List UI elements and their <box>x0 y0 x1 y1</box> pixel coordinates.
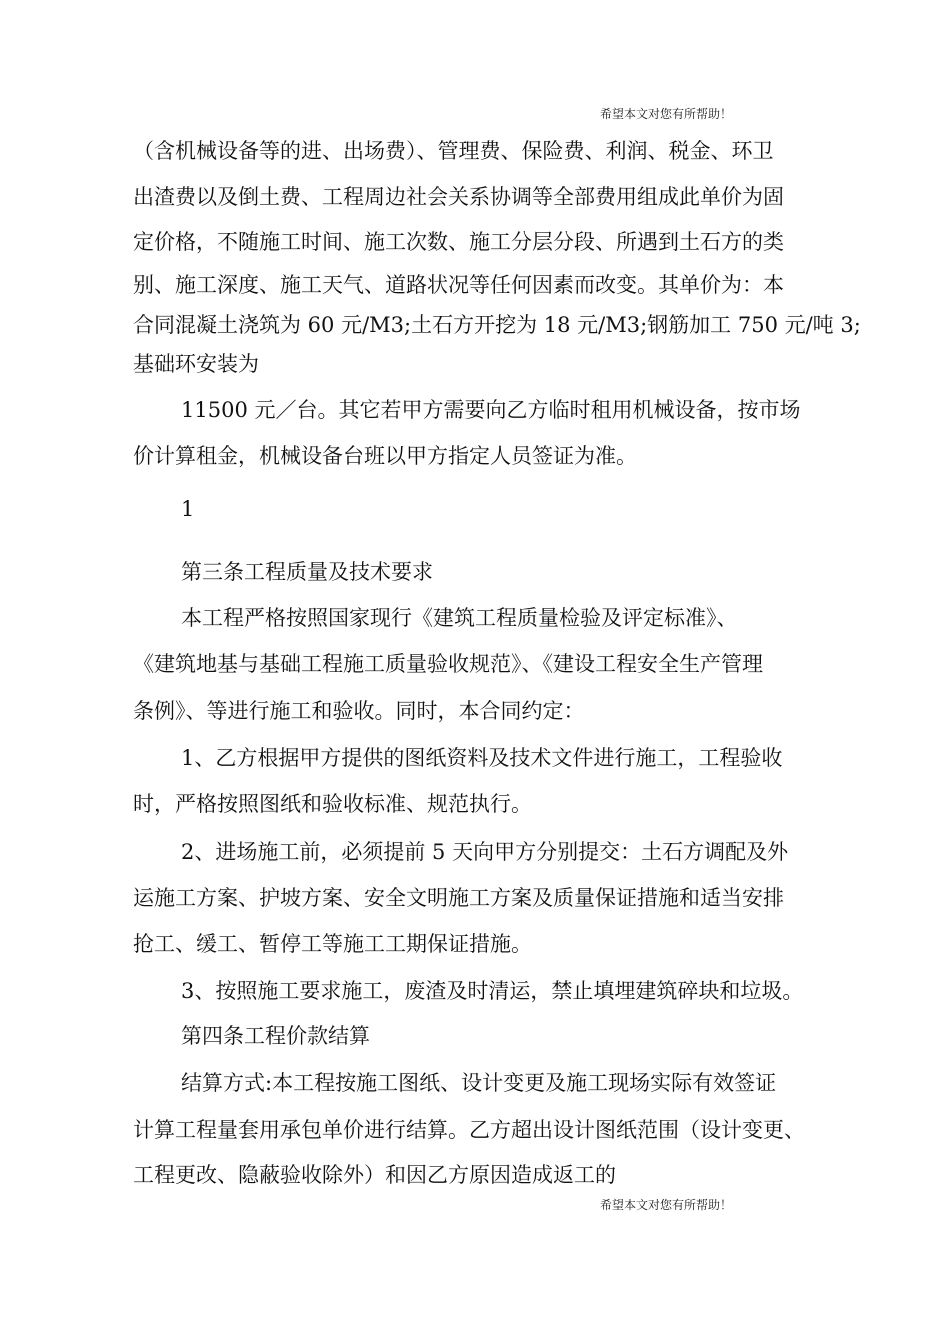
text-line: 条例》、等进行施工和验收。同时，本合同约定： <box>133 699 585 723</box>
section-heading: 第四条工程价款结算 <box>181 1024 370 1048</box>
text-line: 计算工程量套用承包单价进行结算。乙方超出设计图纸范围（设计变更、 <box>133 1118 805 1142</box>
text-line: 本工程严格按照国家现行《建筑工程质量检验及评定标准》、 <box>181 606 738 630</box>
text-line: 合同混凝土浇筑为 60 元/M3;土石方开挖为 18 元/M3;钢筋加工 750 元/吨 3; <box>133 313 861 337</box>
text-line: 运施工方案、护坡方案、安全文明施工方案及质量保证措施和适当安排 <box>133 886 784 910</box>
text-line: 1、乙方根据甲方提供的图纸资料及技术文件进行施工，工程验收 <box>181 746 783 770</box>
footer-note: 希望本文对您有所帮助！ <box>600 1198 733 1212</box>
text-line: 《建筑地基与基础工程施工质量验收规范》、《建设工程安全生产管理 <box>133 652 763 676</box>
text-line: （含机械设备等的进、出场费）、管理费、保险费、利润、税金、环卫 <box>133 139 774 163</box>
page-number: 1 <box>181 497 195 521</box>
text-line: 定价格，不随施工时间、施工次数、施工分层分段、所遇到土石方的类 <box>133 230 784 254</box>
text-line: 价计算租金，机械设备台班以甲方指定人员签证为准。 <box>133 444 637 468</box>
section-heading: 第三条工程质量及技术要求 <box>181 560 433 584</box>
text-line: 抢工、缓工、暂停工等施工工期保证措施。 <box>133 932 532 956</box>
text-line: 结算方式:本工程按施工图纸、设计变更及施工现场实际有效签证 <box>181 1071 777 1095</box>
text-line: 别、施工深度、施工天气、道路状况等任何因素而改变。其单价为：本 <box>133 273 784 297</box>
text-line: 2、进场施工前，必须提前 5 天向甲方分别提交：土石方调配及外 <box>181 840 789 864</box>
text-line: 基础环安装为 <box>133 352 259 376</box>
header-note: 希望本文对您有所帮助！ <box>600 107 733 121</box>
text-line: 出渣费以及倒土费、工程周边社会关系协调等全部费用组成此单价为固 <box>133 185 784 209</box>
text-line: 11500 元／台。其它若甲方需要向乙方临时租用机械设备，按市场 <box>181 398 801 422</box>
text-line: 时，严格按照图纸和验收标准、规范执行。 <box>133 792 532 816</box>
text-line: 工程更改、隐蔽验收除外）和因乙方原因造成返工的 <box>133 1163 616 1187</box>
text-line: 3、按照施工要求施工，废渣及时清运，禁止填埋建筑碎块和垃圾。 <box>181 979 804 1003</box>
